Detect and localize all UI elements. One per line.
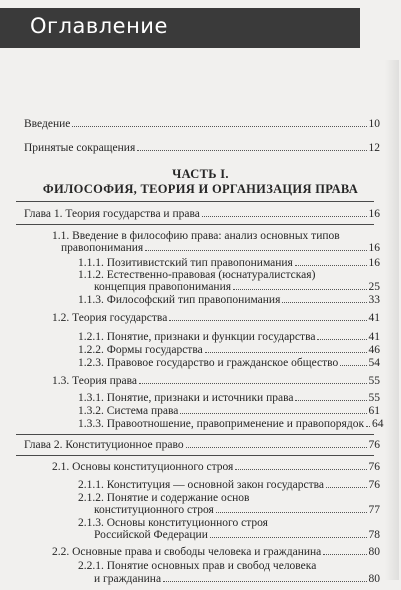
toc-subsection-1-2-3[interactable] <box>78 356 380 370</box>
leader-dots <box>216 503 367 513</box>
leader-dots <box>233 280 366 290</box>
toc-entry-label: 1.2.2. Формы государства <box>78 344 203 356</box>
toc-subsection-1-3-1[interactable] <box>78 391 380 405</box>
toc-chapter-1[interactable] <box>24 207 380 221</box>
leader-dots <box>317 330 366 340</box>
toc-section-2-2[interactable] <box>52 545 380 559</box>
toc-entry-label: 1.2.3. Правовое государство и гражданское общество <box>78 357 339 369</box>
toc-entry-label: 1.3.2. Система права <box>78 405 179 417</box>
divider <box>16 455 374 456</box>
toc-subsection-2-1-2[interactable] <box>94 503 380 517</box>
header-bar <box>0 8 360 48</box>
toc-entry-page: 54 <box>368 357 380 369</box>
part-number: ЧАСТЬ I. <box>172 167 229 181</box>
toc-entry-line1: 2.1.3. Основы конституционного строя <box>78 517 268 529</box>
toc-entry-page: 61 <box>368 405 380 417</box>
toc-entry-abbreviations[interactable] <box>24 141 380 155</box>
toc-entry-page: 33 <box>368 294 380 306</box>
toc-entry-label: 1.3.3. Правоотношение, правоприменение и правопорядок <box>78 418 365 430</box>
toc-entry-page: 80 <box>368 573 380 585</box>
leader-dots <box>323 545 366 555</box>
toc-entry-page: 64 <box>372 418 384 430</box>
leader-dots <box>340 356 366 366</box>
toc-entry-label: 1.2. Теория государства <box>52 312 168 324</box>
toc-entry-page: 16 <box>368 208 380 220</box>
leader-dots <box>295 256 367 266</box>
divider <box>16 201 374 202</box>
divider <box>16 434 374 435</box>
toc-section-2-1[interactable] <box>52 460 380 474</box>
toc-subsection-2-2-1[interactable] <box>94 572 380 586</box>
toc-entry-label: Принятые сокращения <box>24 142 136 154</box>
divider <box>16 224 374 225</box>
toc-section-1-3[interactable] <box>52 374 380 388</box>
leader-dots <box>72 117 366 127</box>
toc-entry-page: 10 <box>368 118 380 130</box>
leader-dots <box>210 528 367 538</box>
leader-dots <box>205 343 367 353</box>
toc-entry-label: и гражданина <box>94 573 162 585</box>
toc-entry-page: 55 <box>368 392 380 404</box>
toc-subsection-1-1-3[interactable] <box>78 293 380 307</box>
toc-chapter-2[interactable] <box>24 438 380 452</box>
toc-entry-label: 2.1.1. Конституция — основной закон государства <box>78 479 325 491</box>
toc-entry-page: 78 <box>368 529 380 541</box>
toc-section-1-2[interactable] <box>52 311 380 325</box>
toc-subsection-1-3-3[interactable] <box>78 417 384 431</box>
toc-entry-label: Российской Федерации <box>94 529 208 541</box>
toc-entry-label: 1.3.1. Понятие, признаки и источники права <box>78 392 294 404</box>
toc-subsection-2-1-3[interactable] <box>94 528 380 542</box>
page-title: Оглавление <box>30 14 168 38</box>
toc-entry-label: Глава 1. Теория государства и права <box>24 208 200 220</box>
toc-entry-line1: 2.2.1. Понятие основных прав и свобод человека <box>78 560 317 572</box>
leader-dots <box>366 417 370 427</box>
toc-entry-label: правопонимания <box>61 242 144 254</box>
toc-entry-page: 16 <box>368 257 380 269</box>
toc-entry-label: 1.2.1. Понятие, признаки и функции государства <box>78 331 316 343</box>
toc-subsection-1-2-1[interactable] <box>78 330 380 344</box>
toc-entry-label: 1.1.1. Позитивистский тип правопонимания <box>78 257 293 269</box>
toc-entry-page: 25 <box>368 281 380 293</box>
toc-entry-label: 1.1.3. Философский тип правопонимания <box>78 294 281 306</box>
toc-entry-page: 16 <box>368 242 380 254</box>
toc-entry-intro[interactable] <box>24 117 380 131</box>
toc-entry-label: концепция правопонимания <box>94 281 232 293</box>
page-edge-shadow <box>385 60 399 580</box>
toc-entry-page: 76 <box>368 461 380 473</box>
leader-dots <box>180 404 366 414</box>
toc-subsection-1-2-2[interactable] <box>78 343 380 357</box>
toc-subsection-2-1-1[interactable] <box>78 478 380 492</box>
toc-entry-line1: 2.1.2. Понятие и содержание основ <box>78 492 250 504</box>
toc-entry-page: 55 <box>368 375 380 387</box>
leader-dots <box>186 438 367 448</box>
leader-dots <box>139 374 366 384</box>
toc-entry-line1: 1.1. Введение в философию права: анализ основных типов <box>52 230 340 242</box>
toc-entry-line1: 1.1.2. Естественно-правовая (юснатуралистская) <box>78 269 316 281</box>
toc-subsection-1-1-2[interactable] <box>94 280 380 294</box>
leader-dots <box>282 293 366 303</box>
toc-entry-label: конституционного строя <box>94 504 214 516</box>
toc-entry-page: 41 <box>368 312 380 324</box>
toc-entry-page: 80 <box>368 546 380 558</box>
toc-entry-label: Глава 2. Конституционное право <box>24 439 184 451</box>
toc-section-1-1[interactable] <box>61 241 380 255</box>
leader-dots <box>163 572 366 582</box>
leader-dots <box>235 460 366 470</box>
toc-entry-page: 46 <box>368 344 380 356</box>
toc-entry-label: Введение <box>24 118 71 130</box>
leader-dots <box>145 241 366 251</box>
leader-dots <box>137 141 366 151</box>
leader-dots <box>326 478 366 488</box>
leader-dots <box>202 207 367 217</box>
toc-entry-label: 2.2. Основные права и свободы человека и гражданина <box>52 546 322 558</box>
toc-entry-page: 76 <box>368 439 380 451</box>
toc-subsection-1-3-2[interactable] <box>78 404 380 418</box>
toc-entry-page: 12 <box>368 142 380 154</box>
toc-entry-page: 41 <box>368 331 380 343</box>
leader-dots <box>295 391 366 401</box>
toc-entry-page: 76 <box>368 479 380 491</box>
leader-dots <box>169 311 366 321</box>
toc-entry-label: 1.3. Теория права <box>52 375 138 387</box>
part-title: ФИЛОСОФИЯ, ТЕОРИЯ И ОРГАНИЗАЦИЯ ПРАВА <box>42 182 359 196</box>
toc-entry-label: 2.1. Основы конституционного строя <box>52 461 234 473</box>
toc-entry-page: 77 <box>368 504 380 516</box>
